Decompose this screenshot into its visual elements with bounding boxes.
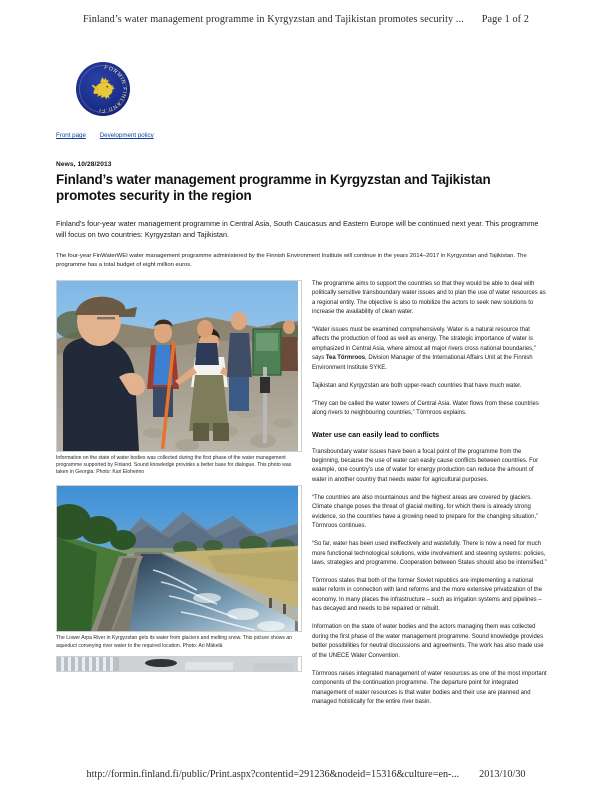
- article: [56, 161, 548, 705]
- print-footer: [0, 769, 612, 780]
- paragraph-water-towers: “They can be called the water towers of Central Asia. Water flows from these countries along rivers to neighbouring countries,” Törmroos explains.: [312, 400, 539, 417]
- paragraph-aims: The programme aims to support the countries so that they would be able to deal with politically sensitive transboundary water issues and to plan the use of water resources as a regional entity. The objective is also to mobilize the actors to seek new solutions to increase the availability of clean water.: [312, 280, 546, 315]
- third-photo-graphic: [57, 657, 298, 671]
- print-header: [0, 14, 612, 25]
- lion-icon: [88, 74, 118, 104]
- site-logo-area: [56, 62, 548, 130]
- article-left-column: [56, 280, 302, 673]
- print-footer-date: 2013/10/30: [479, 769, 526, 780]
- article-standfirst: The four-year FinWaterWEI water management programme administered by the Finnish Environment Institute will continue in the years 2014–2017 in Kyrgyzstan and Tajikistan. The programme has a total budget of eight million euros.: [56, 253, 527, 269]
- print-footer-url: http://formin.finland.fi/public/Print.aspx?contentid=291236&nodeid=15316&culture=en-...: [86, 769, 460, 780]
- figure-caption-field-survey: Information on the state of water bodies was collected during the first phase of the water management programme supported by Finland. Sound knowledge provides a better base for dialogue. This photo was taken in Georgia. Photo: Kari Eloheimo: [56, 454, 292, 476]
- nav-link-front-page[interactable]: Front page: [56, 132, 86, 139]
- logo-ring-text: [76, 62, 130, 116]
- figure-aqueduct: [56, 485, 302, 650]
- print-header-page-indicator: Page 1 of 2: [481, 14, 529, 25]
- field-survey-photo-graphic: [57, 281, 298, 451]
- page-title: Finland’s water management programme in Kyrgyzstan and Tajikistan promotes security in the region: [56, 172, 491, 204]
- figure-caption-aqueduct: The Lower Arpa River in Kyrgyzstan gets its water from glaciers and melting snow. This picture shows an aqueduct conveying river water to the required location. Photo: Ari Mäkelä: [56, 635, 293, 649]
- quote-text-pre: “Water issues must be examined comprehensively. Water is a natural resource that affects the production of food as well as energy. The strategic importance of water is emphasized in Central Asia, where almost all major rivers cross national boundaries,” says: [312, 326, 536, 362]
- subheading-conflicts: Water use can easily lead to conflicts: [312, 429, 440, 439]
- paragraph-unece: Information on the state of water bodies and the actors managing them was collected during the first phase of the water management programme. Sound knowledge provides better possibilities for neutral discussions and agreements. The work has also made use of the UNECE Water Convention.: [312, 624, 544, 659]
- article-right-column: [312, 280, 548, 716]
- finland-coat-of-arms-logo: [76, 62, 130, 116]
- paragraph-soviet-reform: Törmroos states that both of the former Soviet republics are implementing a national water reform in connection with land reforms and the more extensive privatization of the economy. In many places the infrastructure – such as irrigation systems and pipelines – has decayed and needs to be repaired or rebuilt.: [312, 578, 543, 613]
- article-kicker: News, 10/28/2013: [56, 161, 112, 168]
- quote-text-post: , Division Manager of the International Affairs Unit at the Finnish Environment Institute SYKE.: [312, 355, 533, 371]
- third-photo-partial: [56, 656, 302, 672]
- article-columns: [56, 280, 548, 705]
- paragraph-integrated-management: Törmroos raises integrated management of water resources as one of the most important components of the continuation programme. The departure point for integrated management of water resources is that water bodies and their use are planned and managed holistically for the entire river basin.: [312, 670, 547, 705]
- breadcrumb-nav: [56, 132, 548, 139]
- article-lead: Finland’s four-year water management programme in Central Asia, South Caucasus and Eastern Europe will be continued next year. This programme will focus on two countries: Kyrgyzstan and Tajikistan.: [56, 218, 539, 240]
- figure-third-partial: [56, 656, 302, 672]
- paragraph-quote-water-issues: [312, 326, 548, 373]
- paragraph-upper-reach: Tajikistan and Kyrgyzstan are both upper-reach countries that have much water.: [312, 382, 522, 389]
- page-content: [56, 62, 548, 705]
- print-header-title: Finland’s water management programme in Kyrgyzstan and Tajikistan promotes security ...: [83, 14, 464, 25]
- aqueduct-photo: [56, 485, 302, 632]
- field-survey-photo: [56, 280, 302, 452]
- person-name-tormroos: Tea Törmroos: [325, 355, 366, 362]
- figure-field-survey: [56, 280, 302, 477]
- svg-text:FORMIN.FINLAND.FI: FORMIN.FINLAND.FI: [98, 64, 128, 114]
- paragraph-glaciers: “The countries are also mountainous and the highest areas are covered by glaciers. Climate change poses the threat of glacial melting, for which there is already strong evidence, so the countries have a growing need to prepare for the changing situation,” Törmroos continues.: [312, 494, 539, 530]
- nav-link-development-policy[interactable]: Development policy: [99, 132, 154, 139]
- aqueduct-photo-graphic: [57, 486, 298, 631]
- paragraph-quote-ineffective: “So far, water has been used ineffectively and wastefully. There is now a need for much more functional technological solutions, wide involvement and steering systems: policies, laws, strategies and programme. Cooperation between States should also be intensified.”: [312, 541, 547, 567]
- paragraph-transboundary: Transboundary water issues have been a focal point of the programme from the beginning, because the use of water can easily cause conflicts between countries. For example, one country’s use of water for energy production can reduce the amount of water in another country that needs water for agricultural purposes.: [312, 448, 539, 483]
